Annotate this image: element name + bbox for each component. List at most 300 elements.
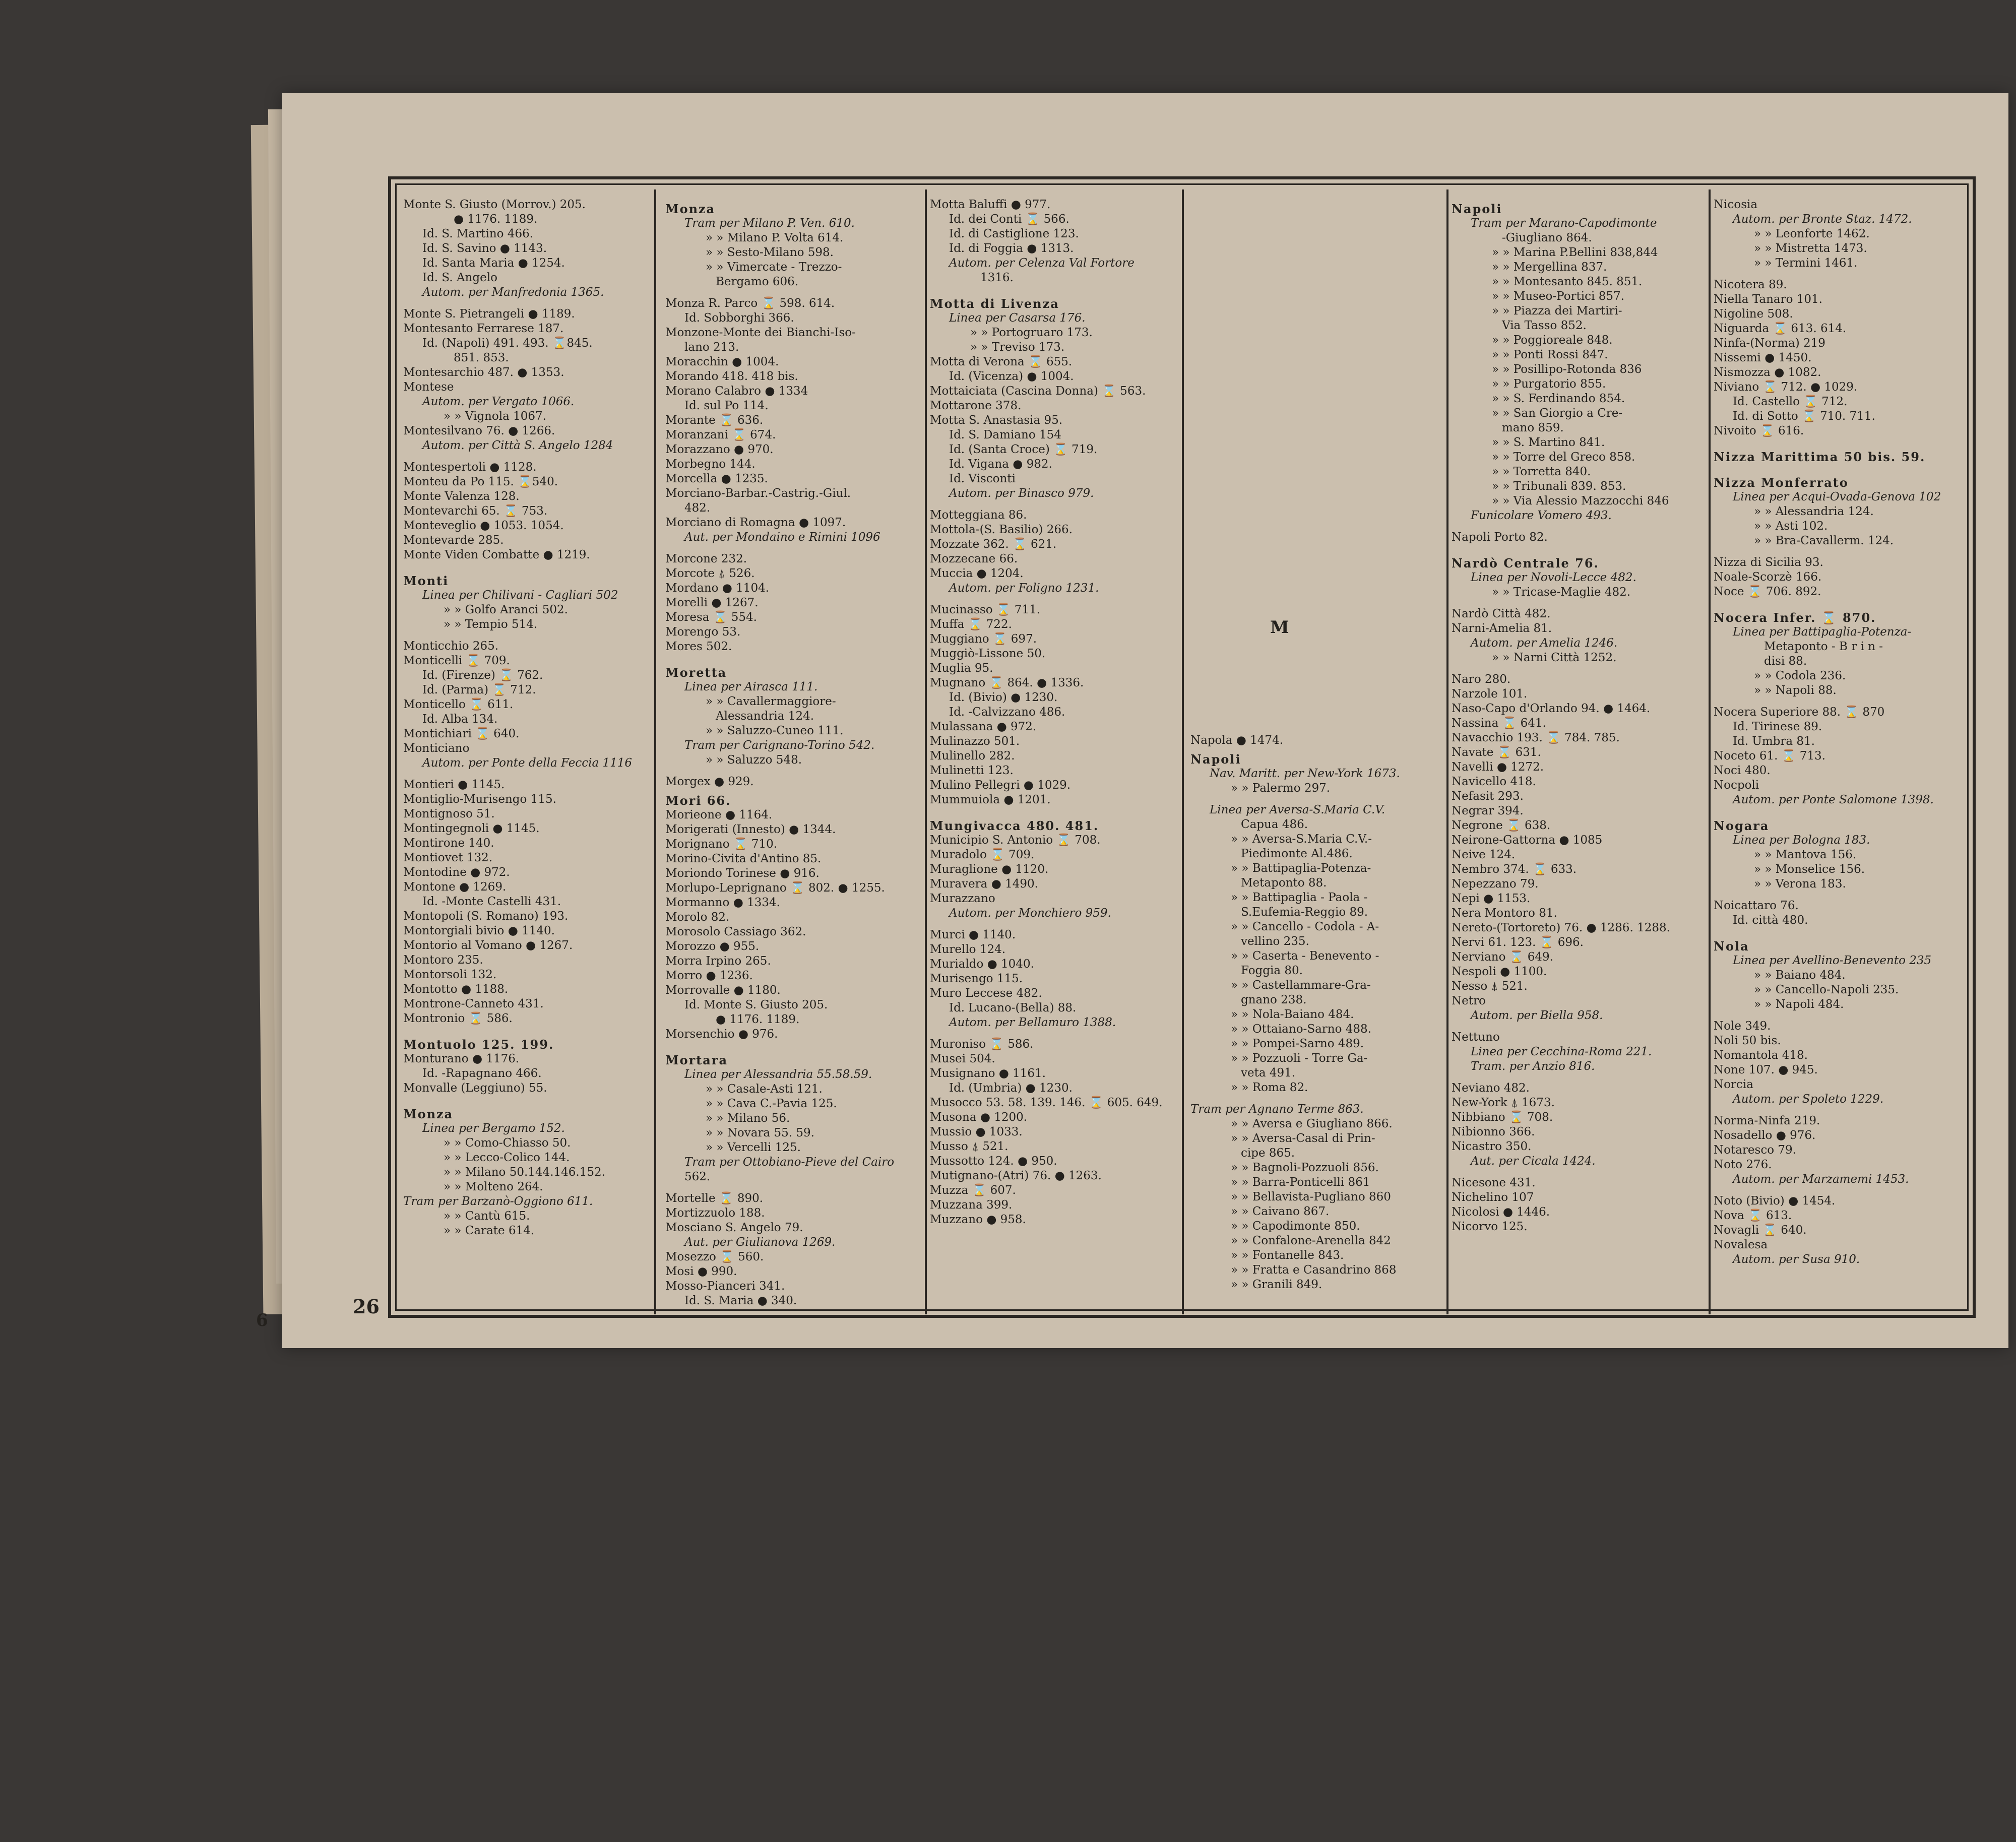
column-separator <box>1182 189 1184 1314</box>
index-entry: » » Marina P.Bellini 838,844 <box>1492 246 1658 259</box>
index-entry: Negrone ⌛ 638. <box>1452 819 1551 832</box>
index-entry: Morando 418. 418 bis. <box>665 370 798 383</box>
index-entry <box>930 921 1179 928</box>
index-entry <box>1714 807 1971 814</box>
index-entry: Noci 480. <box>1714 764 1771 777</box>
index-entry: Montingegnoli ● 1145. <box>403 822 540 835</box>
index-entry: Morieone ● 1164. <box>665 808 773 821</box>
index-entry: » » Novara 55. 59. <box>706 1126 814 1139</box>
index-entry: Mosi ● 990. <box>665 1265 737 1278</box>
index-entry: Mordano ● 1104. <box>665 582 770 595</box>
index-entry <box>1452 665 1706 672</box>
index-entry: » » S. Ferdinando 854. <box>1492 392 1625 405</box>
index-entry: » » Montesanto 845. 851. <box>1492 275 1643 288</box>
index-entry: Muraglione ● 1120. <box>930 863 1049 876</box>
index-entry: Murialdo ● 1040. <box>930 958 1034 971</box>
index-entry: Navacchio 193. ⌛ 784. 785. <box>1452 731 1620 744</box>
index-entry <box>665 1042 920 1049</box>
index-entry: Linea per Novoli-Lecce 482. <box>1471 571 1636 584</box>
index-entry: Nembro 374. ⌛ 633. <box>1452 863 1577 876</box>
index-entry <box>665 1184 920 1191</box>
index-entry: Musso ⍋ 521. <box>930 1140 1009 1153</box>
index-entry: Morino-Civita d'Antino 85. <box>665 852 822 865</box>
index-entry: Neviano 482. <box>1452 1082 1530 1095</box>
index-entry: » » Mistretta 1473. <box>1754 242 1867 255</box>
index-heading: Mortara <box>665 1053 728 1067</box>
index-entry: Autom. per Celenza Val Fortore <box>949 257 1135 270</box>
index-entry: Autom. per Città S. Angelo 1284 <box>422 439 613 452</box>
index-entry: » » Museo-Portici 857. <box>1492 290 1624 303</box>
index-entry: Morelli ● 1267. <box>665 596 759 609</box>
index-entry: » » Pompei-Sarno 489. <box>1231 1037 1364 1050</box>
index-entry: » » Aversa-S.Maria C.V.- <box>1231 833 1372 846</box>
index-entry: Nettuno <box>1452 1031 1500 1044</box>
index-entry: Morengo 53. <box>665 625 741 639</box>
index-entry: Nocpoli <box>1714 779 1759 792</box>
index-entry: Via Tasso 852. <box>1502 319 1587 332</box>
index-entry: Muzzano ● 958. <box>930 1213 1026 1226</box>
index-entry: Napola ● 1474. <box>1190 734 1284 747</box>
index-entry <box>665 768 920 775</box>
index-entry: » » Via Alessio Mazzocchi 846 <box>1492 494 1669 507</box>
index-entry: Tram per Agnano Terme 863. <box>1190 1103 1364 1116</box>
index-entry: Morano Calabro ● 1334 <box>665 385 808 398</box>
index-entry: Id. (Napoli) 491. 493. ⌛845. <box>422 337 593 350</box>
index-entry: Nassina ⌛ 641. <box>1452 717 1546 730</box>
index-entry: Linea per Acqui-Ovada-Genova 102 <box>1733 490 1941 503</box>
index-entry: » » Caserta - Benevento - <box>1231 949 1379 963</box>
index-entry: -Giugliano 864. <box>1502 231 1592 244</box>
index-entry: » » San Giorgio a Cre- <box>1492 407 1623 420</box>
index-heading: Monti <box>403 574 449 588</box>
index-entry: Id. -Monte Castelli 431. <box>422 895 561 908</box>
index-entry: S.Eufemia-Reggio 89. <box>1241 906 1368 919</box>
index-column-1 <box>403 198 650 1306</box>
index-heading: Nogara <box>1714 818 1770 833</box>
index-entry: Mulinello 282. <box>930 749 1015 763</box>
index-entry: » » Milano P. Volta 614. <box>706 231 844 244</box>
index-entry: Montiglio-Murisengo 115. <box>403 793 556 806</box>
index-entry: » » Saluzzo 548. <box>706 753 802 767</box>
index-entry: Mormanno ● 1334. <box>665 896 780 909</box>
index-entry: Bergamo 606. <box>716 275 799 288</box>
index-entry: Autom. per Amelia 1246. <box>1471 637 1618 650</box>
index-entry: » » Bagnoli-Pozzuoli 856. <box>1231 1161 1379 1174</box>
index-entry: Mottarone 378. <box>930 399 1022 412</box>
index-entry: Musona ● 1200. <box>930 1111 1028 1124</box>
index-entry: Niella Tanaro 101. <box>1714 293 1822 306</box>
index-entry: Id. Vigana ● 982. <box>949 458 1052 471</box>
index-entry: Morbegno 144. <box>665 458 755 471</box>
index-entry <box>665 289 920 296</box>
index-entry <box>1190 1095 1442 1102</box>
index-entry: Monvalle (Leggiuno) 55. <box>403 1082 547 1095</box>
index-entry: Morra Irpino 265. <box>665 955 771 968</box>
index-entry: Id. di Castiglione 123. <box>949 227 1079 240</box>
index-entry: Montorsoli 132. <box>403 968 497 981</box>
index-entry: Id. S. Savino ● 1143. <box>422 242 547 255</box>
index-entry: Id. dei Conti ⌛ 566. <box>949 213 1069 226</box>
index-entry: Morazzano ● 970. <box>665 443 774 456</box>
index-column-3 <box>930 198 1179 1306</box>
index-entry: Id. sul Po 114. <box>684 399 769 412</box>
index-entry: » » Treviso 173. <box>970 341 1065 354</box>
index-entry: Noto 276. <box>1714 1158 1772 1171</box>
index-entry <box>1714 1187 1971 1194</box>
index-entry: Autom. per Susa 910. <box>1733 1253 1860 1266</box>
index-entry: Montoro 235. <box>403 954 483 967</box>
index-column-5 <box>1452 198 1706 1306</box>
index-entry: Muroniso ⌛ 586. <box>930 1038 1034 1051</box>
index-entry <box>930 807 1179 814</box>
index-entry: » » Nola-Baiano 484. <box>1231 1008 1354 1021</box>
index-entry: Moranzani ⌛ 674. <box>665 428 776 441</box>
index-entry: » » Baiano 484. <box>1754 969 1846 982</box>
index-entry: Monteu da Po 115. ⌛540. <box>403 475 558 488</box>
index-entry: Notaresco 79. <box>1714 1144 1796 1157</box>
index-entry: Montesarchio 487. ● 1353. <box>403 366 564 379</box>
index-entry: Id. Sobborghi 366. <box>684 311 794 325</box>
index-entry: Muccia ● 1204. <box>930 567 1024 580</box>
index-entry: » » Verona 183. <box>1754 877 1846 891</box>
index-entry: Id. S. Damiano 154 <box>949 428 1061 441</box>
index-entry: Mummuiola ● 1201. <box>930 793 1051 806</box>
index-entry: Autom. per Foligno 1231. <box>949 582 1099 595</box>
index-entry: Aut. per Mondaino e Rimini 1096 <box>684 531 880 544</box>
index-entry: Nosadello ● 976. <box>1714 1129 1816 1142</box>
index-entry: Muravera ● 1490. <box>930 877 1038 891</box>
index-entry: Mortelle ⌛ 890. <box>665 1192 764 1205</box>
index-entry: » » Milano 50.144.146.152. <box>444 1166 605 1179</box>
index-entry: Linea per Alessandria 55.58.59. <box>684 1068 872 1081</box>
index-entry: Nizza di Sicilia 93. <box>1714 556 1823 569</box>
index-entry: Linea per Avellino-Benevento 235 <box>1733 954 1932 967</box>
index-heading: Nardò Centrale 76. <box>1452 556 1599 570</box>
index-entry: » » Capodimonte 850. <box>1231 1220 1360 1233</box>
index-entry: veta 491. <box>1241 1066 1296 1079</box>
index-entry: » » Torre del Greco 858. <box>1492 451 1635 464</box>
index-entry: » » Tricase-Maglie 482. <box>1492 586 1631 599</box>
index-entry: » » Monselice 156. <box>1754 863 1865 876</box>
index-entry <box>403 771 650 778</box>
index-entry: Morsenchio ● 976. <box>665 1028 778 1041</box>
index-entry: » » Vignola 1067. <box>444 410 546 423</box>
index-column-2 <box>665 198 920 1306</box>
index-entry: » » Cantù 615. <box>444 1210 530 1223</box>
index-entry: Montichiari ⌛ 640. <box>403 727 520 740</box>
margin-mark: 6 <box>256 1310 268 1330</box>
index-entry: Mosso-Pianceri 341. <box>665 1280 785 1293</box>
index-entry: mano 859. <box>1502 421 1564 434</box>
index-entry: Mores 502. <box>665 640 732 653</box>
index-entry: Mulino Pellegri ● 1029. <box>930 779 1071 792</box>
index-heading: Nizza Monferrato <box>1714 475 1849 490</box>
index-entry: Mutignano-(Atri) 76. ● 1263. <box>930 1169 1102 1182</box>
index-entry <box>1190 796 1442 803</box>
index-entry: Nereto-(Tortoreto) 76. ● 1286. 1288. <box>1452 921 1670 934</box>
index-entry: Id. Santa Maria ● 1254. <box>422 257 565 270</box>
index-entry: Narni-Amelia 81. <box>1452 622 1552 635</box>
index-entry: Monticiano <box>403 742 470 755</box>
index-entry: » » Golfo Aranci 502. <box>444 603 568 616</box>
index-entry: Montopoli (S. Romano) 193. <box>403 910 569 923</box>
index-entry: Nardò Città 482. <box>1452 607 1551 620</box>
index-entry: Mortizzuolo 188. <box>665 1206 765 1220</box>
index-entry: Nav. Maritt. per New-York 1673. <box>1210 767 1400 780</box>
index-entry: Id. (Parma) ⌛ 712. <box>422 683 536 696</box>
index-entry: Id. (Bivio) ● 1230. <box>949 691 1058 704</box>
section-letter: M <box>1270 617 1289 638</box>
index-entry: Morante ⌛ 636. <box>665 414 764 427</box>
index-entry: None 107. ● 945. <box>1714 1063 1818 1076</box>
index-entry: Autom. per Binasco 979. <box>949 487 1094 500</box>
index-entry: Morlupo-Leprignano ⌛ 802. ● 1255. <box>665 881 885 895</box>
index-entry: Narzole 101. <box>1452 687 1528 701</box>
index-entry: Monte Valenza 128. <box>403 490 520 503</box>
index-heading: Moretta <box>665 665 727 680</box>
index-entry: Navate ⌛ 631. <box>1452 746 1541 759</box>
index-entry: Muradolo ⌛ 709. <box>930 848 1035 861</box>
index-entry: Tram per Milano P. Ven. 610. <box>684 217 855 230</box>
index-entry: Mussotto 124. ● 950. <box>930 1155 1057 1168</box>
index-entry: Id. Lucano-(Bella) 88. <box>949 1001 1077 1014</box>
index-entry: Monticelli ⌛ 709. <box>403 654 510 667</box>
index-entry: Montronio ⌛ 586. <box>403 1012 513 1025</box>
index-entry: Noale-Scorzè 166. <box>1714 570 1822 584</box>
column-separator <box>925 189 927 1314</box>
index-entry: Id. S. Maria ● 340. <box>684 1294 797 1306</box>
index-entry: New-York ⍋ 1673. <box>1452 1096 1555 1109</box>
index-entry: Nerviano ⌛ 649. <box>1452 950 1553 964</box>
index-entry: Muro Leccese 482. <box>930 987 1042 1000</box>
index-entry: Naro 280. <box>1452 673 1511 686</box>
index-entry <box>1714 928 1971 935</box>
index-entry: » » Ponti Rossi 847. <box>1492 348 1608 361</box>
index-entry: » » Cancello-Napoli 235. <box>1754 983 1899 996</box>
index-entry <box>1452 523 1706 530</box>
index-entry: Netro <box>1452 994 1486 1007</box>
index-entry: Id. Monte S. Giusto 205. <box>684 998 828 1011</box>
index-heading: Montuolo 125. 199. <box>403 1037 554 1052</box>
index-entry: » » Fontanelle 843. <box>1231 1249 1344 1262</box>
index-entry: Montrone-Canneto 431. <box>403 997 544 1010</box>
index-entry: Id. Visconti <box>949 472 1016 485</box>
index-entry: » » Vercelli 125. <box>706 1141 801 1154</box>
index-entry <box>1714 438 1971 446</box>
index-entry: Norcia <box>1714 1078 1753 1091</box>
index-entry: Nicesone 431. <box>1452 1176 1536 1189</box>
index-heading: Monza <box>403 1107 454 1121</box>
index-entry: Noli 50 bis. <box>1714 1034 1781 1047</box>
index-entry: » » Alessandria 124. <box>1754 505 1874 518</box>
index-entry: Nibionno 366. <box>1452 1125 1535 1138</box>
index-entry: Autom. per Manfredonia 1365. <box>422 286 604 299</box>
index-entry: » » Bra-Cavallerm. 124. <box>1754 534 1894 547</box>
index-entry: Musocco 53. 58. 139. 146. ⌛ 605. 649. <box>930 1096 1163 1109</box>
index-entry: Linea per Aversa-S.Maria C.V. <box>1210 803 1385 816</box>
index-entry: Muggiano ⌛ 697. <box>930 632 1037 646</box>
index-entry: » » Como-Chiasso 50. <box>444 1136 571 1150</box>
index-entry: Montotto ● 1188. <box>403 983 509 996</box>
index-entry: Nicolosi ● 1446. <box>1452 1205 1550 1219</box>
index-entry: » » Ottaiano-Sarno 488. <box>1231 1023 1371 1036</box>
index-entry: Autom. per Ponte della Feccia 1116 <box>422 756 633 770</box>
index-entry: Nepezzano 79. <box>1452 877 1539 891</box>
index-entry: Montevarde 285. <box>403 534 504 547</box>
index-entry: Autom. per Ponte Salomone 1398. <box>1733 793 1934 806</box>
index-entry: Muglia 95. <box>930 662 993 675</box>
index-entry: Noceto 61. ⌛ 713. <box>1714 749 1825 763</box>
index-entry: Morro ● 1236. <box>665 969 753 982</box>
index-entry: Morcote ⍋ 526. <box>665 567 755 580</box>
index-entry: 851. 853. <box>454 351 509 364</box>
index-entry: Id. S. Angelo <box>422 271 497 284</box>
index-entry: Negrar 394. <box>1452 804 1524 817</box>
index-entry: cipe 865. <box>1241 1147 1295 1160</box>
index-entry: Montorio al Vomano ● 1267. <box>403 939 573 952</box>
index-entry: » » Narni Città 1252. <box>1492 651 1617 664</box>
index-entry: Navelli ● 1272. <box>1452 760 1544 774</box>
index-entry: Nicosia <box>1714 198 1758 211</box>
index-entry: Nicotera 89. <box>1714 278 1787 291</box>
index-entry: Nepi ● 1153. <box>1452 892 1531 905</box>
index-entry: Monticchio 265. <box>403 640 499 653</box>
index-entry: » » Battipaglia-Potenza- <box>1231 862 1371 875</box>
index-entry: Monte Viden Combatte ● 1219. <box>403 548 590 561</box>
index-entry: » » Asti 102. <box>1754 520 1828 533</box>
index-heading: Napoli <box>1190 752 1241 767</box>
index-entry <box>403 1096 650 1103</box>
index-entry <box>1452 1074 1706 1081</box>
index-entry: Id. -Calvizzano 486. <box>949 706 1065 719</box>
column-separator <box>654 189 656 1314</box>
index-entry: 1316. <box>980 271 1014 284</box>
index-entry: Id. di Foggia ● 1313. <box>949 242 1074 255</box>
index-entry: Autom. per Bronte Staz. 1472. <box>1733 213 1912 226</box>
index-entry: Noicattaro 76. <box>1714 899 1799 912</box>
index-entry: Morgex ● 929. <box>665 775 754 788</box>
index-entry: Mozzate 362. ⌛ 621. <box>930 538 1057 551</box>
index-entry: » » Aversa e Giugliano 866. <box>1231 1117 1393 1130</box>
index-entry: Id. (Umbria) ● 1230. <box>949 1082 1073 1095</box>
index-entry: Morozzo ● 955. <box>665 940 760 953</box>
index-entry: Autom. per Vergato 1066. <box>422 395 575 408</box>
index-entry: Morigerati (Innesto) ● 1344. <box>665 823 836 836</box>
index-entry: Linea per Casarsa 176. <box>949 311 1086 325</box>
index-entry: Municipio S. Antonio ⌛ 708. <box>930 834 1101 847</box>
index-entry <box>1714 1012 1971 1019</box>
index-entry: Linea per Bologna 183. <box>1733 834 1870 847</box>
index-entry: » » Caivano 867. <box>1231 1205 1330 1218</box>
index-entry: Motteggiana 86. <box>930 509 1027 522</box>
index-entry <box>665 545 920 552</box>
index-entry: Linea per Bergamo 152. <box>422 1122 565 1135</box>
column-separator <box>1446 189 1448 1314</box>
index-entry: Morcella ● 1235. <box>665 472 768 485</box>
index-entry: » » Battipaglia - Paola - <box>1231 891 1368 904</box>
index-heading: Mungivacca 480. 481. <box>930 818 1099 833</box>
index-entry: » » Bellavista-Pugliano 860 <box>1231 1190 1391 1203</box>
index-entry: Id. Alba 134. <box>422 713 498 726</box>
index-entry: Linea per Cecchina-Roma 221. <box>1471 1045 1652 1058</box>
index-entry <box>1714 271 1971 278</box>
index-entry: Nicastro 350. <box>1452 1140 1532 1153</box>
index-entry: Motta di Verona ⌛ 655. <box>930 355 1073 368</box>
index-entry: Mucinasso ⌛ 711. <box>930 603 1041 616</box>
index-heading: Mori 66. <box>665 793 731 808</box>
index-entry: Morciano-Barbar.-Castrig.-Giul. <box>665 487 851 500</box>
index-heading: Monza <box>665 202 716 216</box>
index-entry: » » Saluzzo-Cuneo 111. <box>706 724 844 737</box>
index-entry: » » Barra-Ponticelli 861 <box>1231 1176 1370 1189</box>
index-entry: Id. (Santa Croce) ⌛ 719. <box>949 443 1098 456</box>
index-entry <box>403 632 650 639</box>
index-entry: Tram. per Anzio 816. <box>1471 1060 1595 1073</box>
index-column-4 <box>1190 733 1442 1842</box>
index-entry: Nesso ⍋ 521. <box>1452 980 1528 993</box>
index-entry: Montespertoli ● 1128. <box>403 461 537 474</box>
index-entry: Id. di Sotto ⌛ 710. 711. <box>1733 410 1875 423</box>
index-entry: Muggiò-Lissone 50. <box>930 647 1046 660</box>
index-entry: Autom. per Biella 958. <box>1471 1009 1603 1022</box>
index-entry: » » Portogruaro 173. <box>970 326 1093 339</box>
index-entry: Murello 124. <box>930 943 1006 956</box>
index-heading: Nola <box>1714 939 1749 954</box>
index-entry: Mottola-(S. Basilio) 266. <box>930 523 1073 536</box>
index-entry: Nocera Superiore 88. ⌛ 870 <box>1714 706 1885 719</box>
index-entry: Novagli ⌛ 640. <box>1714 1224 1807 1237</box>
index-entry: Linea per Chilivani - Cagliari 502 <box>422 589 618 602</box>
index-entry: ● 1176. 1189. <box>716 1013 800 1026</box>
index-entry: Nissemi ● 1450. <box>1714 351 1812 364</box>
index-entry: Metaponto - B r i n - <box>1764 640 1883 653</box>
index-entry: Mulinazzo 501. <box>930 735 1020 748</box>
index-entry: Montone ● 1269. <box>403 880 507 894</box>
index-entry: Autom. per Bellamuro 1388. <box>949 1016 1116 1029</box>
index-entry: Motta Baluffi ● 977. <box>930 198 1051 211</box>
index-entry: » » Napoli 88. <box>1754 684 1837 697</box>
index-entry: Nole 349. <box>1714 1020 1771 1033</box>
index-entry: Monza R. Parco ⌛ 598. 614. <box>665 297 835 310</box>
index-entry <box>1452 1169 1706 1176</box>
index-entry: » » Posillipo-Rotonda 836 <box>1492 363 1642 376</box>
index-entry: gnano 238. <box>1241 993 1307 1006</box>
index-entry: Murisengo 115. <box>930 972 1023 985</box>
index-entry: Nismozza ● 1082. <box>1714 366 1821 379</box>
index-entry: Nigoline 508. <box>1714 307 1793 321</box>
index-entry: Murci ● 1140. <box>930 928 1016 941</box>
index-entry: Id. S. Martino 466. <box>422 227 534 240</box>
index-entry <box>665 654 920 661</box>
index-entry: Montiovet 132. <box>403 851 493 864</box>
index-entry: Monte S. Giusto (Morrov.) 205. <box>403 198 586 211</box>
index-entry: » » Mergellina 837. <box>1492 261 1607 274</box>
index-entry: Neirone-Gattorna ● 1085 <box>1452 834 1603 847</box>
index-entry <box>930 501 1179 508</box>
index-entry: Mugnano ⌛ 864. ● 1336. <box>930 676 1084 689</box>
page-number: 26 <box>353 1295 380 1318</box>
index-entry: Linea per Airasca 111. <box>684 680 818 693</box>
index-entry: Nomantola 418. <box>1714 1049 1808 1062</box>
index-entry: Alessandria 124. <box>716 710 814 723</box>
index-entry: Montodine ● 972. <box>403 866 510 879</box>
index-entry: Mosezzo ⌛ 560. <box>665 1250 764 1263</box>
index-entry: » » Molteno 264. <box>444 1180 543 1193</box>
index-entry: » » Poggioreale 848. <box>1492 334 1613 347</box>
index-entry: Morcone 232. <box>665 552 747 565</box>
index-entry: Nivoito ⌛ 616. <box>1714 424 1804 437</box>
index-entry: Id. città 480. <box>1733 914 1808 927</box>
